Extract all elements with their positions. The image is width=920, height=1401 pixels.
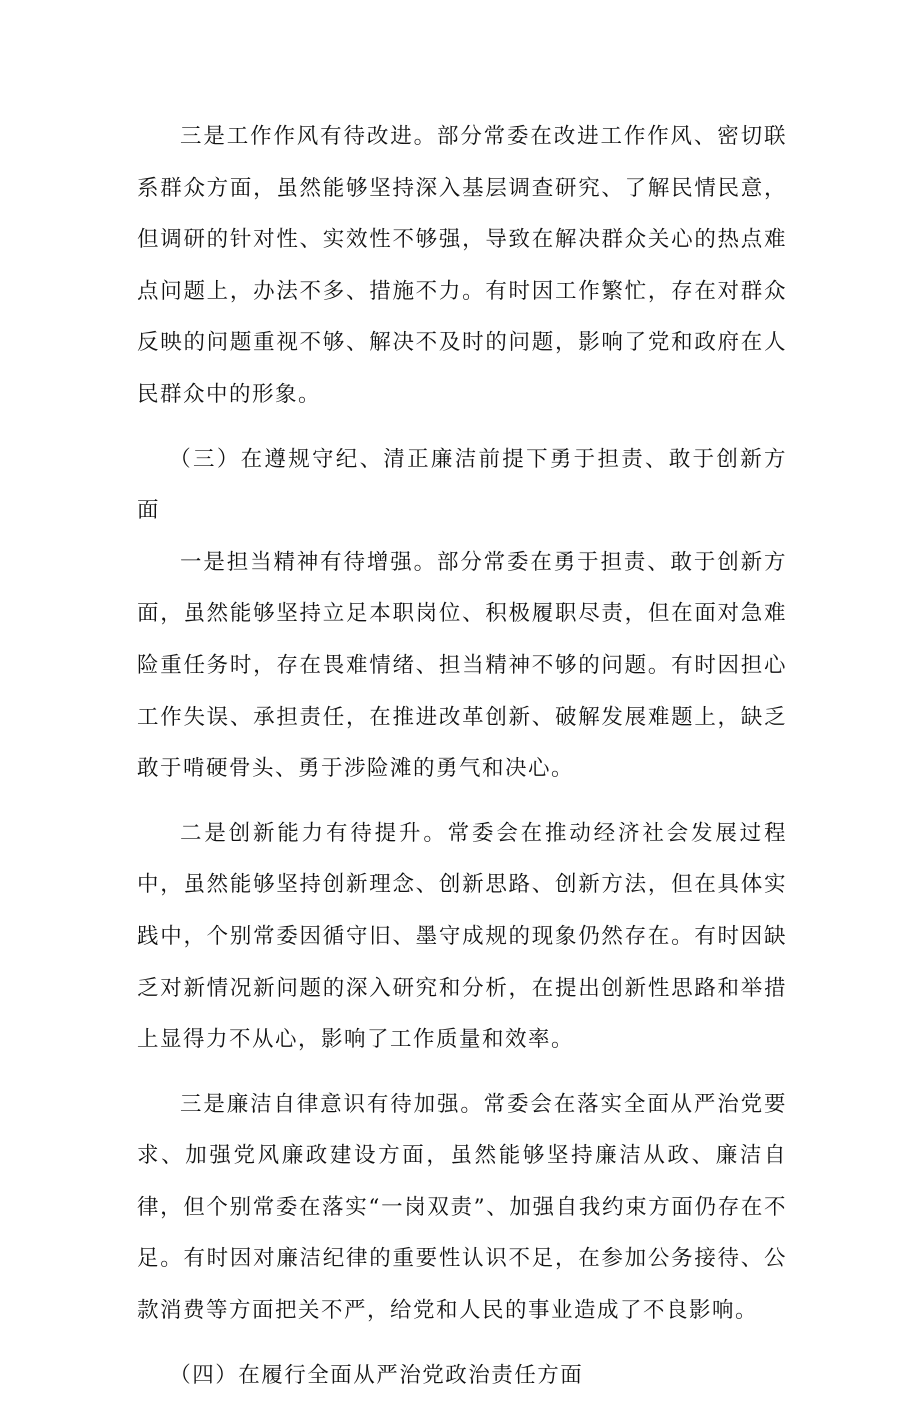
paragraph-innovation: 二是创新能力有待提升。常委会在推动经济社会发展过程中，虽然能够坚持创新理念、创新思路、创新方法，但在具体实践中，个别常委因循守旧、墨守成规的现象仍然存在。有时因缺乏对新情况新问题的深入研究和分析，在提出创新性思路和举措上显得力不从心，影响了工作质量和效率。 — [137, 820, 787, 1053]
section-heading-4: （四）在履行全面从严治党政治责任方面 — [169, 1362, 584, 1388]
document-body — [137, 111, 787, 1401]
section-heading-3: （三）在遵规守纪、清正廉洁前提下勇于担责、敢于创新方面 — [137, 446, 787, 524]
paragraph-responsibility: 一是担当精神有待增强。部分常委在勇于担责、敢于创新方面，虽然能够坚持立足本职岗位、积极履职尽责，但在面对急难险重任务时，存在畏难情绪、担当精神不够的问题。有时因担心工作失误、承担责任，在推进改革创新、破解发展难题上，缺乏敢于啃硬骨头、勇于涉险滩的勇气和决心。 — [137, 549, 787, 782]
paragraph-work-style: 三是工作作风有待改进。部分常委在改进工作作风、密切联系群众方面，虽然能够坚持深入基层调查研究、了解民情民意，但调研的针对性、实效性不够强，导致在解决群众关心的热点难点问题上，办法不多、措施不力。有时因工作繁忙，存在对群众反映的问题重视不够、解决不及时的问题，影响了党和政府在人民群众中的形象。 — [137, 124, 787, 407]
paragraph-integrity: 三是廉洁自律意识有待加强。常委会在落实全面从严治党要求、加强党风廉政建设方面，虽然能够坚持廉洁从政、廉洁自律，但个别常委在落实“一岗双责”、加强自我约束方面仍存在不足。有时因对廉洁纪律的重要性认识不足，在参加公务接待、公款消费等方面把关不严，给党和人民的事业造成了不良影响。 — [137, 1091, 787, 1324]
